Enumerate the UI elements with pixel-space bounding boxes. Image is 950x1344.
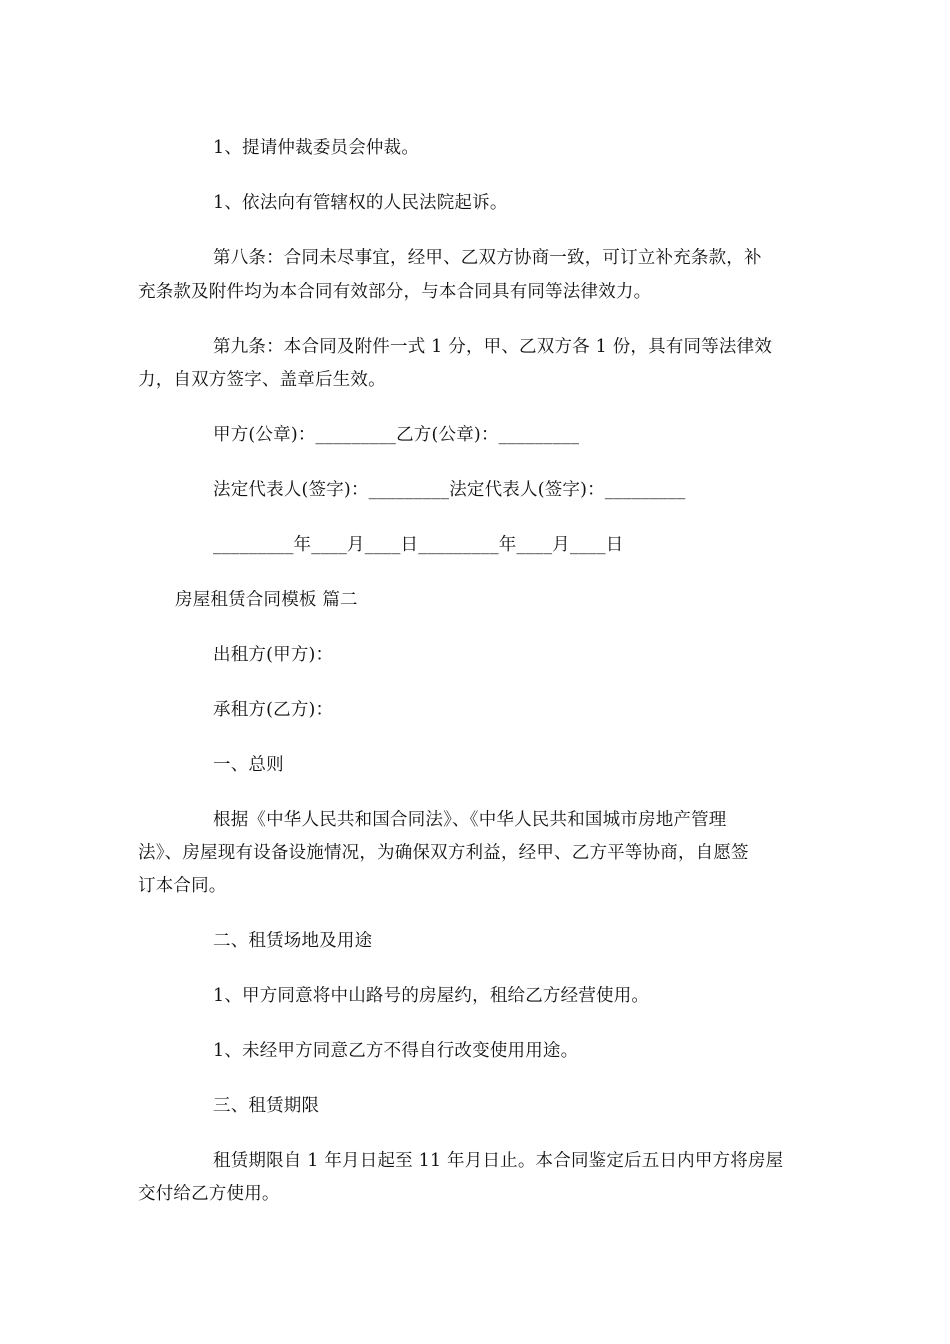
- heading-lease-term: 三、租赁期限: [213, 1096, 320, 1116]
- lease-term-line-2: 交付给乙方使用。: [138, 1184, 280, 1204]
- article-9-line-1: 第九条：本合同及附件一式 1 分，甲、乙双方各 1 份，具有同等法律效: [213, 337, 773, 357]
- clause-arbitration: 1、提请仲裁委员会仲裁。: [213, 138, 420, 158]
- general-line-1: 根据《中华人民共和国合同法》、《中华人民共和国城市房地产管理: [213, 810, 727, 830]
- general-line-2: 法》、房屋现有设备设施情况，为确保双方利益，经甲、乙方平等协商，自愿签: [138, 843, 749, 863]
- lessee-label: 承租方(乙方)：: [213, 700, 334, 720]
- article-9-line-2: 力，自双方签字、盖章后生效。: [138, 370, 386, 390]
- article-8-line-1: 第八条：合同未尽事宜，经甲、乙双方协商一致，可订立补充条款，补: [213, 248, 762, 268]
- general-line-3: 订本合同。: [138, 876, 227, 896]
- heading-premises-use: 二、租赁场地及用途: [213, 931, 373, 951]
- section-title: 房屋租赁合同模板 篇二: [175, 590, 358, 610]
- party-seal-line: 甲方(公章)：_________乙方(公章)：_________: [213, 425, 580, 445]
- lease-term-line-1: 租赁期限自 1 年月日起至 11 年月日止。本合同鉴定后五日内甲方将房屋: [213, 1151, 784, 1171]
- legal-rep-signature-line: 法定代表人(签字)：_________法定代表人(签字)：_________: [213, 480, 686, 500]
- premises-clause-2: 1、未经甲方同意乙方不得自行改变使用用途。: [213, 1041, 579, 1061]
- article-8-line-2: 充条款及附件均为本合同有效部分，与本合同具有同等法律效力。: [138, 282, 652, 302]
- premises-clause-1: 1、甲方同意将中山路号的房屋约，租给乙方经营使用。: [213, 986, 650, 1006]
- heading-general: 一、总则: [213, 755, 284, 775]
- clause-litigation: 1、依法向有管辖权的人民法院起诉。: [213, 193, 508, 213]
- date-line: _________年____月____日_________年____月____日: [213, 535, 624, 555]
- lessor-label: 出租方(甲方)：: [213, 645, 334, 665]
